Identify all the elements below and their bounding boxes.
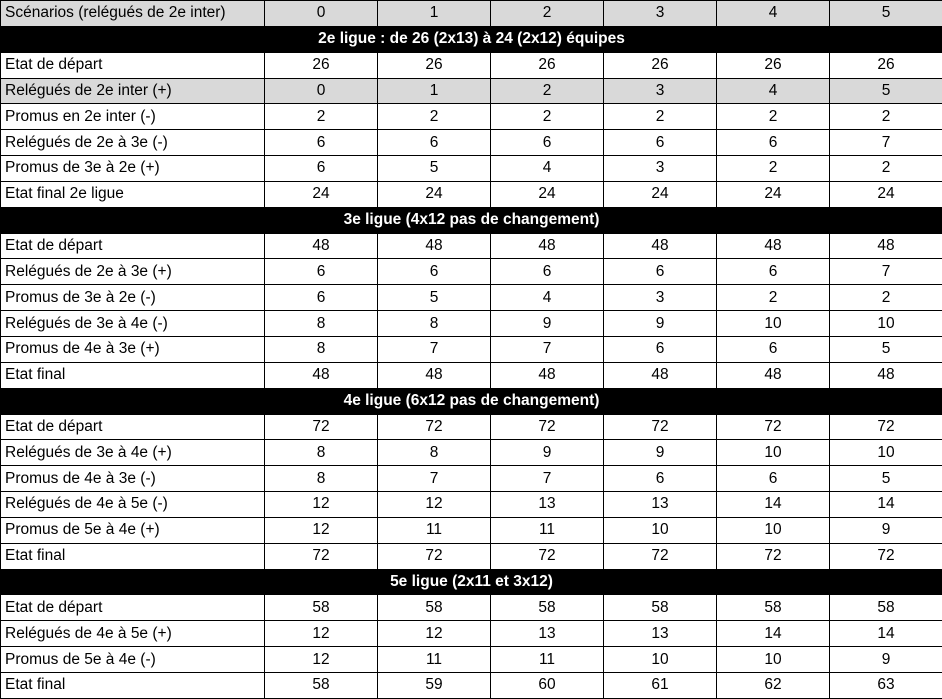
value-cell: 5 xyxy=(830,336,942,362)
value-cell: 63 xyxy=(830,672,942,698)
value-cell: 0 xyxy=(265,78,378,104)
value-cell: 48 xyxy=(830,233,942,259)
value-cell: 2 xyxy=(265,104,378,130)
value-cell: 58 xyxy=(265,672,378,698)
value-cell: 6 xyxy=(265,156,378,182)
row-label-cell: Relégués de 3e à 4e (+) xyxy=(1,440,265,466)
value-cell: 24 xyxy=(491,181,604,207)
value-cell: 58 xyxy=(604,595,717,621)
value-cell: 12 xyxy=(265,492,378,518)
table-row xyxy=(1,621,942,647)
section-header-row xyxy=(1,207,942,233)
value-cell: 6 xyxy=(717,259,830,285)
value-cell: 48 xyxy=(378,233,491,259)
value-cell: 48 xyxy=(265,233,378,259)
table-row xyxy=(1,336,942,362)
row-label-cell: Relégués de 4e à 5e (+) xyxy=(1,621,265,647)
section-header-row xyxy=(1,26,942,52)
value-cell: 72 xyxy=(491,543,604,569)
row-label-cell: Promus de 3e à 2e (+) xyxy=(1,156,265,182)
value-cell: 11 xyxy=(378,517,491,543)
scenario-header-cell: 3 xyxy=(604,1,717,27)
value-cell: 58 xyxy=(265,595,378,621)
value-cell: 14 xyxy=(717,492,830,518)
value-cell: 7 xyxy=(378,336,491,362)
value-cell: 10 xyxy=(717,440,830,466)
row-label-cell: Relégués de 4e à 5e (-) xyxy=(1,492,265,518)
section-title: 5e ligue (2x11 et 3x12) xyxy=(1,569,942,595)
table-row xyxy=(1,440,942,466)
value-cell: 8 xyxy=(378,440,491,466)
value-cell: 12 xyxy=(378,621,491,647)
row-label-cell: Etat final xyxy=(1,543,265,569)
row-label-cell: Etat de départ xyxy=(1,233,265,259)
value-cell: 8 xyxy=(265,440,378,466)
value-cell: 72 xyxy=(265,414,378,440)
value-cell: 4 xyxy=(717,78,830,104)
value-cell: 2 xyxy=(830,285,942,311)
table-row xyxy=(1,181,942,207)
value-cell: 2 xyxy=(717,156,830,182)
value-cell: 12 xyxy=(265,647,378,673)
value-cell: 24 xyxy=(604,181,717,207)
value-cell: 6 xyxy=(378,259,491,285)
row-label-cell: Relégués de 2e inter (+) xyxy=(1,78,265,104)
value-cell: 12 xyxy=(265,621,378,647)
value-cell: 58 xyxy=(491,595,604,621)
value-cell: 48 xyxy=(604,362,717,388)
value-cell: 24 xyxy=(378,181,491,207)
value-cell: 26 xyxy=(265,52,378,78)
value-cell: 2 xyxy=(830,156,942,182)
row-label-cell: Etat final xyxy=(1,672,265,698)
value-cell: 11 xyxy=(491,647,604,673)
value-cell: 6 xyxy=(717,130,830,156)
value-cell: 13 xyxy=(604,492,717,518)
value-cell: 11 xyxy=(491,517,604,543)
value-cell: 8 xyxy=(265,336,378,362)
row-label-cell: Etat de départ xyxy=(1,414,265,440)
value-cell: 6 xyxy=(265,259,378,285)
value-cell: 26 xyxy=(378,52,491,78)
value-cell: 72 xyxy=(378,414,491,440)
row-label-cell: Promus de 5e à 4e (-) xyxy=(1,647,265,673)
value-cell: 13 xyxy=(491,492,604,518)
value-cell: 48 xyxy=(717,233,830,259)
value-cell: 72 xyxy=(491,414,604,440)
value-cell: 7 xyxy=(378,466,491,492)
value-cell: 58 xyxy=(830,595,942,621)
table-row xyxy=(1,466,942,492)
table-row xyxy=(1,595,942,621)
value-cell: 72 xyxy=(830,414,942,440)
value-cell: 6 xyxy=(491,130,604,156)
value-cell: 9 xyxy=(830,517,942,543)
value-cell: 48 xyxy=(604,233,717,259)
value-cell: 13 xyxy=(604,621,717,647)
value-cell: 58 xyxy=(378,595,491,621)
value-cell: 1 xyxy=(378,78,491,104)
value-cell: 48 xyxy=(491,233,604,259)
row-label-cell: Promus de 5e à 4e (+) xyxy=(1,517,265,543)
value-cell: 6 xyxy=(604,130,717,156)
value-cell: 13 xyxy=(491,621,604,647)
value-cell: 61 xyxy=(604,672,717,698)
value-cell: 10 xyxy=(717,647,830,673)
row-label-cell: Etat de départ xyxy=(1,52,265,78)
value-cell: 6 xyxy=(717,466,830,492)
value-cell: 60 xyxy=(491,672,604,698)
header-label-cell: Scénarios (relégués de 2e inter) xyxy=(1,1,265,27)
value-cell: 12 xyxy=(378,492,491,518)
row-label-cell: Promus de 3e à 2e (-) xyxy=(1,285,265,311)
table-row xyxy=(1,259,942,285)
value-cell: 3 xyxy=(604,156,717,182)
value-cell: 26 xyxy=(717,52,830,78)
section-header-row xyxy=(1,388,942,414)
value-cell: 8 xyxy=(378,311,491,337)
value-cell: 2 xyxy=(491,104,604,130)
value-cell: 59 xyxy=(378,672,491,698)
value-cell: 11 xyxy=(378,647,491,673)
value-cell: 7 xyxy=(491,336,604,362)
value-cell: 48 xyxy=(378,362,491,388)
value-cell: 14 xyxy=(830,492,942,518)
value-cell: 6 xyxy=(265,285,378,311)
table-row xyxy=(1,672,942,698)
row-label-cell: Promus en 2e inter (-) xyxy=(1,104,265,130)
value-cell: 9 xyxy=(491,311,604,337)
value-cell: 6 xyxy=(491,259,604,285)
value-cell: 10 xyxy=(830,311,942,337)
value-cell: 24 xyxy=(717,181,830,207)
value-cell: 9 xyxy=(604,311,717,337)
value-cell: 72 xyxy=(265,543,378,569)
value-cell: 6 xyxy=(717,336,830,362)
value-cell: 24 xyxy=(830,181,942,207)
value-cell: 24 xyxy=(265,181,378,207)
value-cell: 4 xyxy=(491,285,604,311)
value-cell: 48 xyxy=(717,362,830,388)
value-cell: 10 xyxy=(604,647,717,673)
value-cell: 2 xyxy=(604,104,717,130)
section-header-row xyxy=(1,569,942,595)
value-cell: 3 xyxy=(604,285,717,311)
value-cell: 48 xyxy=(491,362,604,388)
value-cell: 72 xyxy=(378,543,491,569)
value-cell: 72 xyxy=(604,543,717,569)
value-cell: 7 xyxy=(830,130,942,156)
scenario-header-cell: 4 xyxy=(717,1,830,27)
row-label-cell: Promus de 4e à 3e (+) xyxy=(1,336,265,362)
table-row xyxy=(1,130,942,156)
value-cell: 5 xyxy=(378,285,491,311)
table-row xyxy=(1,78,942,104)
value-cell: 6 xyxy=(604,336,717,362)
section-title: 4e ligue (6x12 pas de changement) xyxy=(1,388,942,414)
value-cell: 4 xyxy=(491,156,604,182)
scenario-header-cell: 0 xyxy=(265,1,378,27)
value-cell: 10 xyxy=(604,517,717,543)
value-cell: 48 xyxy=(830,362,942,388)
value-cell: 3 xyxy=(604,78,717,104)
row-label-cell: Etat de départ xyxy=(1,595,265,621)
value-cell: 2 xyxy=(491,78,604,104)
scenario-header-cell: 2 xyxy=(491,1,604,27)
value-cell: 6 xyxy=(378,130,491,156)
table-row xyxy=(1,233,942,259)
value-cell: 72 xyxy=(717,414,830,440)
row-label-cell: Relégués de 2e à 3e (-) xyxy=(1,130,265,156)
value-cell: 26 xyxy=(604,52,717,78)
value-cell: 10 xyxy=(830,440,942,466)
value-cell: 72 xyxy=(604,414,717,440)
value-cell: 26 xyxy=(830,52,942,78)
value-cell: 5 xyxy=(830,78,942,104)
value-cell: 48 xyxy=(265,362,378,388)
value-cell: 9 xyxy=(604,440,717,466)
value-cell: 58 xyxy=(717,595,830,621)
value-cell: 10 xyxy=(717,311,830,337)
row-label-cell: Promus de 4e à 3e (-) xyxy=(1,466,265,492)
table-row xyxy=(1,285,942,311)
value-cell: 12 xyxy=(265,517,378,543)
value-cell: 6 xyxy=(604,259,717,285)
value-cell: 6 xyxy=(265,130,378,156)
table-row xyxy=(1,156,942,182)
value-cell: 9 xyxy=(491,440,604,466)
value-cell: 7 xyxy=(491,466,604,492)
value-cell: 7 xyxy=(830,259,942,285)
table-row xyxy=(1,414,942,440)
table-row xyxy=(1,543,942,569)
value-cell: 8 xyxy=(265,466,378,492)
table-row xyxy=(1,52,942,78)
value-cell: 10 xyxy=(717,517,830,543)
table-row xyxy=(1,362,942,388)
value-cell: 72 xyxy=(830,543,942,569)
row-label-cell: Relégués de 2e à 3e (+) xyxy=(1,259,265,285)
table-row xyxy=(1,104,942,130)
value-cell: 2 xyxy=(717,104,830,130)
value-cell: 62 xyxy=(717,672,830,698)
row-label-cell: Relégués de 3e à 4e (-) xyxy=(1,311,265,337)
value-cell: 72 xyxy=(717,543,830,569)
row-label-cell: Etat final xyxy=(1,362,265,388)
table-row xyxy=(1,647,942,673)
value-cell: 8 xyxy=(265,311,378,337)
table-row xyxy=(1,492,942,518)
table-row xyxy=(1,517,942,543)
row-label-cell: Etat final 2e ligue xyxy=(1,181,265,207)
value-cell: 2 xyxy=(830,104,942,130)
value-cell: 2 xyxy=(717,285,830,311)
section-title: 3e ligue (4x12 pas de changement) xyxy=(1,207,942,233)
value-cell: 9 xyxy=(830,647,942,673)
value-cell: 26 xyxy=(491,52,604,78)
scenario-header-cell: 5 xyxy=(830,1,942,27)
value-cell: 14 xyxy=(717,621,830,647)
scenario-header-cell: 1 xyxy=(378,1,491,27)
value-cell: 6 xyxy=(604,466,717,492)
value-cell: 2 xyxy=(378,104,491,130)
value-cell: 14 xyxy=(830,621,942,647)
section-title: 2e ligue : de 26 (2x13) à 24 (2x12) équipes xyxy=(1,26,942,52)
header-row xyxy=(1,1,942,27)
value-cell: 5 xyxy=(378,156,491,182)
value-cell: 5 xyxy=(830,466,942,492)
table-row xyxy=(1,311,942,337)
